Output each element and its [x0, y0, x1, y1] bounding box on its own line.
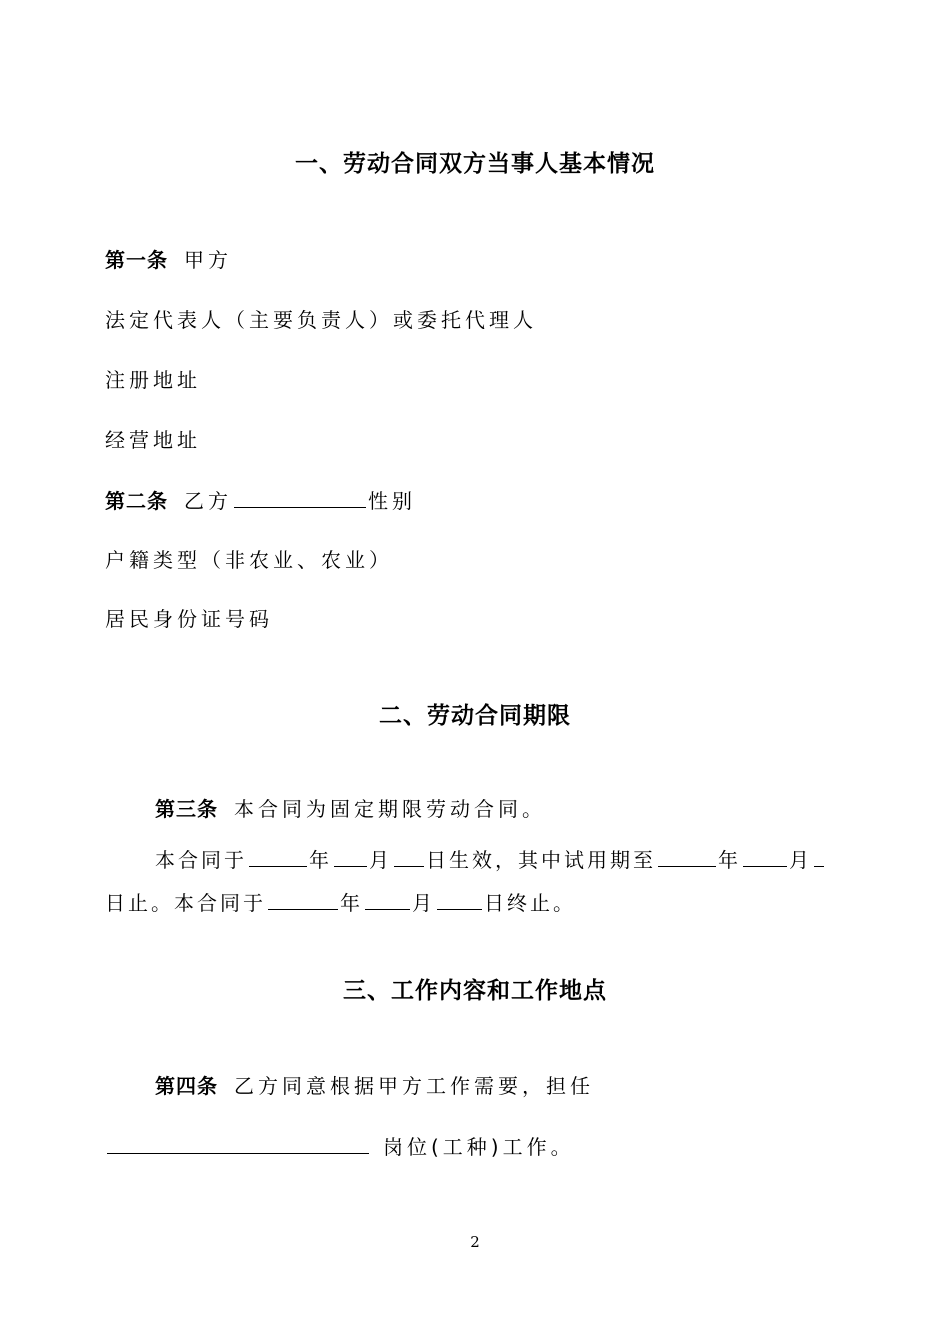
year-label-3: 年	[340, 891, 363, 915]
term-start-text: 本合同于	[155, 848, 247, 872]
section-heading-1: 一、劳动合同双方当事人基本情况	[295, 151, 655, 177]
termination-text: 日终止。	[484, 891, 576, 915]
probation-month-blank	[743, 847, 787, 867]
probation-day-blank	[814, 847, 824, 867]
year-label: 年	[309, 848, 332, 872]
article-1-text: 甲方	[184, 248, 232, 272]
section-heading-3: 三、工作内容和工作地点	[343, 978, 607, 1004]
article-3-label: 第三条	[155, 797, 218, 821]
article-3-text: 本合同为固定期限劳动合同。	[234, 797, 546, 821]
term-end-text: 日止。本合同于	[105, 891, 266, 915]
article-1-label: 第一条	[105, 248, 168, 272]
legal-representative-label: 法定代表人（主要负责人）或委托代理人	[105, 308, 537, 332]
id-number-label: 居民身份证号码	[105, 607, 273, 631]
article-4-label: 第四条	[155, 1074, 218, 1098]
position-blank	[107, 1134, 369, 1154]
article-2-text: 乙方	[184, 489, 232, 513]
month-label-3: 月	[412, 891, 435, 915]
year-label-2: 年	[718, 848, 741, 872]
probation-year-blank	[658, 847, 716, 867]
end-year-blank	[268, 890, 338, 910]
registered-address-label: 注册地址	[105, 368, 201, 392]
start-year-blank	[249, 847, 307, 867]
month-label: 月	[369, 848, 392, 872]
party-b-name-blank	[234, 488, 366, 508]
section-heading-2: 二、劳动合同期限	[379, 703, 571, 729]
article-1	[105, 248, 232, 272]
article-2	[105, 488, 416, 513]
end-day-blank	[437, 890, 482, 910]
month-label-2: 月	[789, 848, 812, 872]
term-line-2	[105, 890, 576, 915]
article-4	[155, 1074, 594, 1098]
position-line	[105, 1134, 575, 1159]
business-address-label: 经营地址	[105, 428, 201, 452]
start-day-blank	[394, 847, 424, 867]
effective-text: 日生效，其中试用期至	[426, 848, 656, 872]
page-number: 2	[470, 1233, 480, 1251]
start-month-blank	[334, 847, 367, 867]
article-3	[155, 797, 546, 821]
gender-label: 性别	[368, 489, 416, 513]
article-2-label: 第二条	[105, 489, 168, 513]
article-4-text: 乙方同意根据甲方工作需要，担任	[234, 1074, 594, 1098]
term-line-1	[155, 847, 826, 872]
end-month-blank	[365, 890, 410, 910]
position-text: 岗位(工种)工作。	[383, 1135, 575, 1159]
hukou-type-label: 户籍类型（非农业、农业）	[105, 548, 393, 572]
